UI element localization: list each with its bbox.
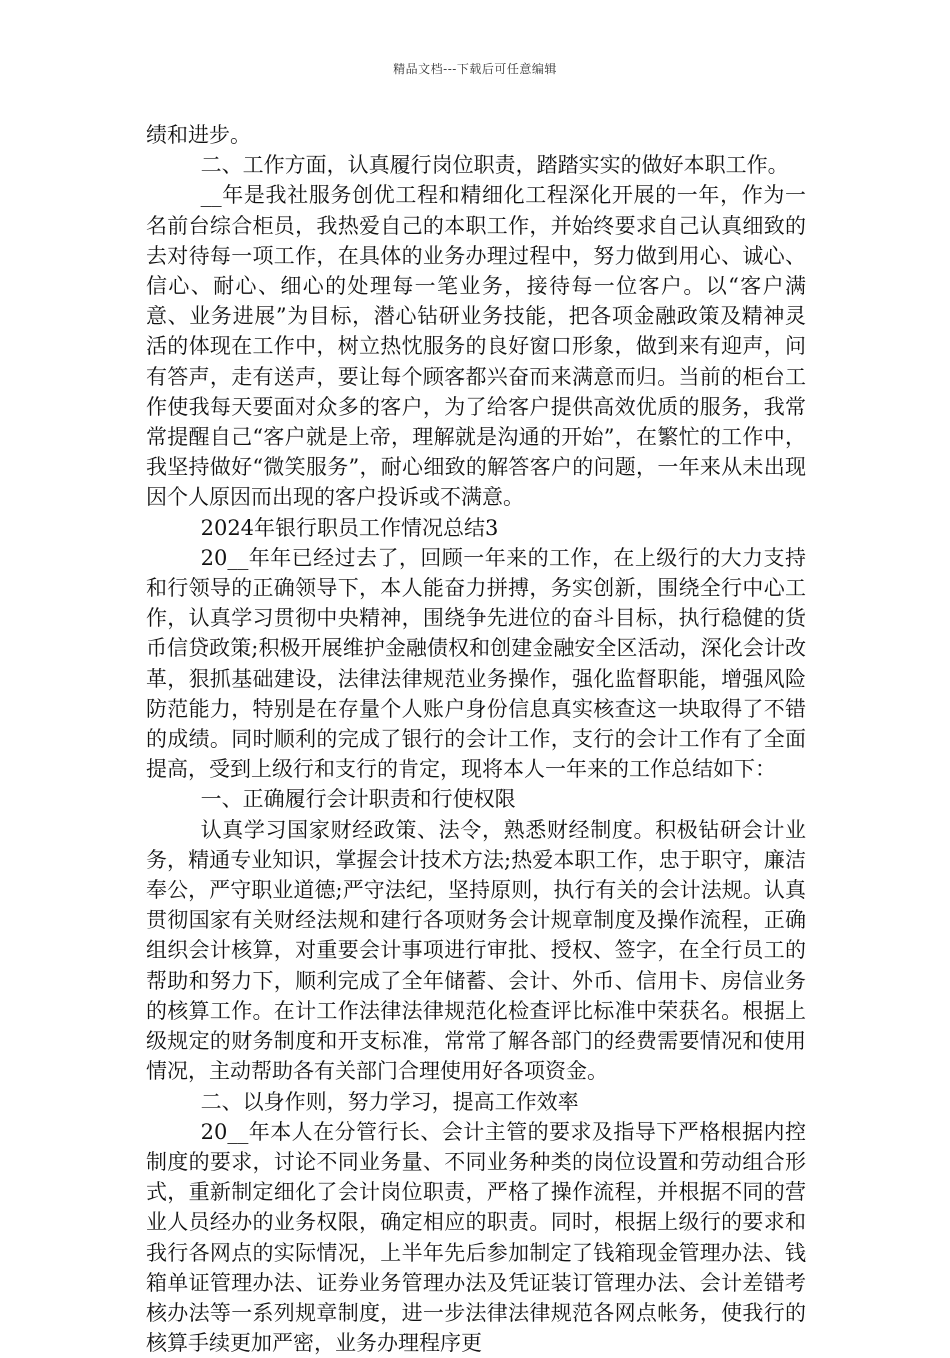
- paragraph: __年是我社服务创优工程和精细化工程深化开展的一年，作为一名前台综合柜员，我热爱自己的本职工作，并始终要求自己认真细致的去对待每一项工作，在具体的业务办理过程中，努力做到用心、诚心、信心、耐心、细心的处理每一笔业务，接待每一位客户。以“客户满意、业务进展”为目标，潜心钻研业务技能，把各项金融政策及精神灵活的体现在工作中，树立热忱服务的良好窗口形象，做到来有迎声，问有答声，走有送声，要让每个顾客都兴奋而来满意而归。当前的柜台工作使我每天要面对众多的客户，为了给客户提供高效优质的服务，我常常提醒自己“客户就是上帝，理解就是沟通的开始”，在繁忙的工作中，我坚持做好“微笑服务”，耐心细致的解答客户的问题，一年来从未出现因个人原因而出现的客户投诉或不满意。: [146, 183, 806, 510]
- section-heading: 一、正确履行会计职责和行使权限: [200, 787, 516, 812]
- paragraph: 20__年年已经过去了，回顾一年来的工作，在上级行的大力支持和行领导的正确领导下，本人能奋力拼搏，务实创新，围绕全行中心工作，认真学习贯彻中央精神，围绕争先进位的奋斗目标，执行稳健的货币信贷政策;积极开展维护金融债权和创建金融安全区活动，深化会计改革，狠抓基础建设，法律法律规范业务操作，强化监督职能，增强风险防范能力，特别是在存量个人账户身份信息真实核查这一块取得了不错的成绩。同时顺利的完成了银行的会计工作，支行的会计工作有了全面提高，受到上级行和支行的肯定，现将本人一年来的工作总结如下：: [146, 545, 806, 782]
- paragraph: 绩和进步。: [146, 123, 251, 147]
- page-header: 精品文档---下载后可任意编辑: [393, 62, 557, 76]
- section-heading: 二、以身作则，努力学习，提高工作效率: [200, 1089, 579, 1114]
- paragraph: 20__年本人在分管行长、会计主管的要求及指导下严格根据内控制度的要求，讨论不同业务量、不同业务种类的岗位设置和劳动组合形式，重新制定细化了会计岗位职责，严格了操作流程，并根据不同的营业人员经办的业务权限，确定相应的职责。同时，根据上级行的要求和我行各网点的实际情况，上半年先后参加制定了钱箱现金管理办法、钱箱单证管理办法、证券业务管理办法及凭证装订管理办法、会计差错考核办法等一系列规章制度，进一步法律法律规范各网点帐务，使我行的核算手续更加严密，业务办理程序更: [146, 1119, 806, 1356]
- paragraph: 认真学习国家财经政策、法令，熟悉财经制度。积极钻研会计业务，精通专业知识，掌握会计技术方法;热爱本职工作，忠于职守，廉洁奉公，严守职业道德;严守法纪，坚持原则，执行有关的会计法规。认真贯彻国家有关财经法规和建行各项财务会计规章制度及操作流程，正确组织会计核算，对重要会计事项进行审批、授权、签字，在全行员工的帮助和努力下，顺利完成了全年储蓄、会计、外币、信用卡、房信业务的核算工作。在计工作法律法律规范化检查评比标准中荣获名。根据上级规定的财务制度和开支标准，常常了解各部门的经费需要情况和使用情况，主动帮助各有关部门合理使用好各项资金。: [146, 817, 806, 1084]
- paragraph: 二、工作方面，认真履行岗位职责，踏踏实实的做好本职工作。: [200, 153, 789, 178]
- document-body: [146, 120, 806, 1358]
- section-title: 2024年银行职员工作情况总结3: [200, 515, 499, 540]
